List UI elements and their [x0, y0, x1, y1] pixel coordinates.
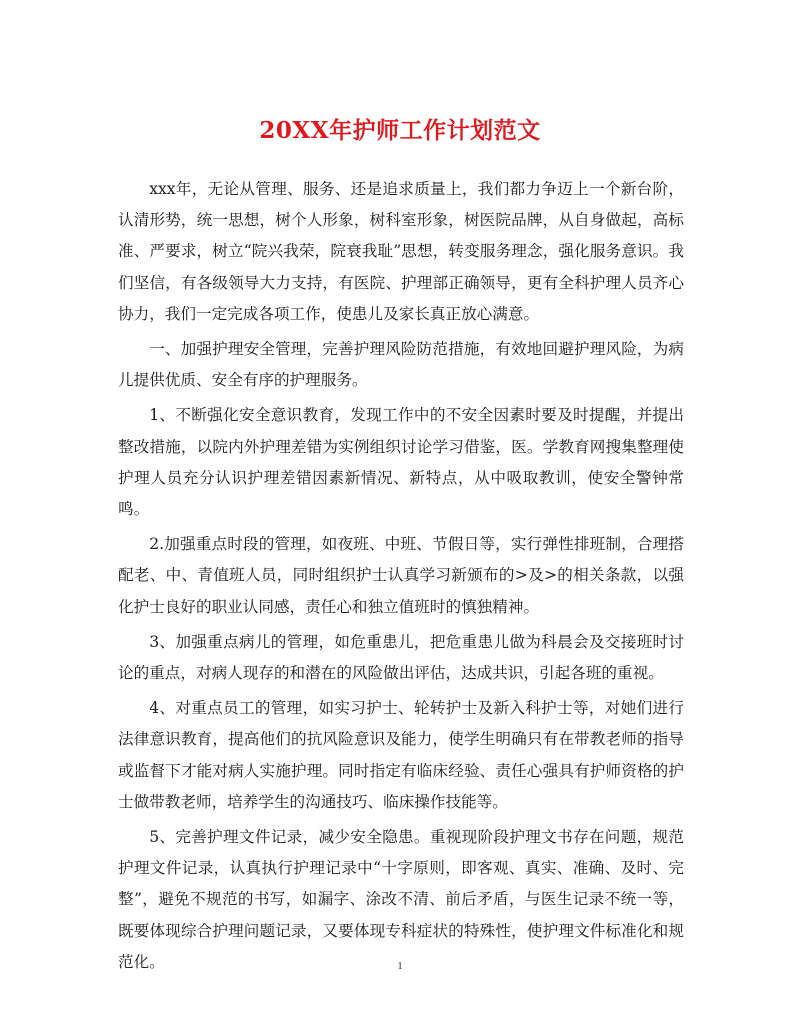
- paragraph-item-3: 3、加强重点病儿的管理，如危重患儿，把危重患儿做为科晨会及交接班时讨论的重点，对病人现存的和潜在的风险做出评估，达成共识，引起各班的重视。: [118, 632, 684, 683]
- paragraph-item-5: 5、完善护理文件记录，减少安全隐患。重视现阶段护理文书存在问题，规范护理文件记录，认真执行护理记录中“十字原则，即客观、真实、准确、及时、完整”，避免不规范的书写，如漏字、涂改不清、前后矛盾，与医生记录不统一等，既要体现综合护理问题记录，又要体现专科症状的特殊性，使护理文件标准化和规范化。: [118, 828, 684, 971]
- document-title: 20XX年护师工作计划范文: [259, 117, 541, 144]
- document-body: [118, 174, 684, 982]
- paragraph-item-1: 1、不断强化安全意识教育，发现工作中的不安全因素时要及时提醒，并提出整改措施，以院内外护理差错为实例组织讨论学习借鉴，医。学教育网搜集整理使护理人员充分认识护理差错因素新情况、新特点，从中吸取教训，使安全警钟常鸣。: [118, 406, 684, 519]
- page-number: 1: [397, 960, 403, 972]
- paragraph-intro: xxx年，无论从管理、服务、还是追求质量上，我们都力争迈上一个新台阶，认清形势，统一思想，树个人形象，树科室形象，树医院品牌，从自身做起，高标准、严要求，树立“院兴我荣，院衰我耻”思想，转变服务理念，强化服务意识。我们坚信，有各级领导大力支持，有医院、护理部正确领导，更有全科护理人员齐心协力，我们一定完成各项工作，使患儿及家长真正放心满意。: [118, 180, 684, 323]
- paragraph-item-2: 2.加强重点时段的管理，如夜班、中班、节假日等，实行弹性排班制，合理搭配老、中、青值班人员，同时组织护士认真学习新颁布的>及>的相关条款，以强化护士良好的职业认同感，责任心和独立值班时的慎独精神。: [118, 535, 684, 616]
- paragraph-item-4: 4、对重点员工的管理，如实习护士、轮转护士及新入科护士等，对她们进行法律意识教育，提高他们的抗风险意识及能力，使学生明确只有在带教老师的指导或监督下才能对病人实施护理。同时指定有临床经验、责任心强具有护师资格的护士做带教老师，培养学生的沟通技巧、临床操作技能等。: [118, 699, 684, 811]
- paragraph-section-1-heading: 一、加强护理安全管理，完善护理风险防范措施，有效地回避护理风险，为病儿提供优质、安全有序的护理服务。: [118, 340, 684, 390]
